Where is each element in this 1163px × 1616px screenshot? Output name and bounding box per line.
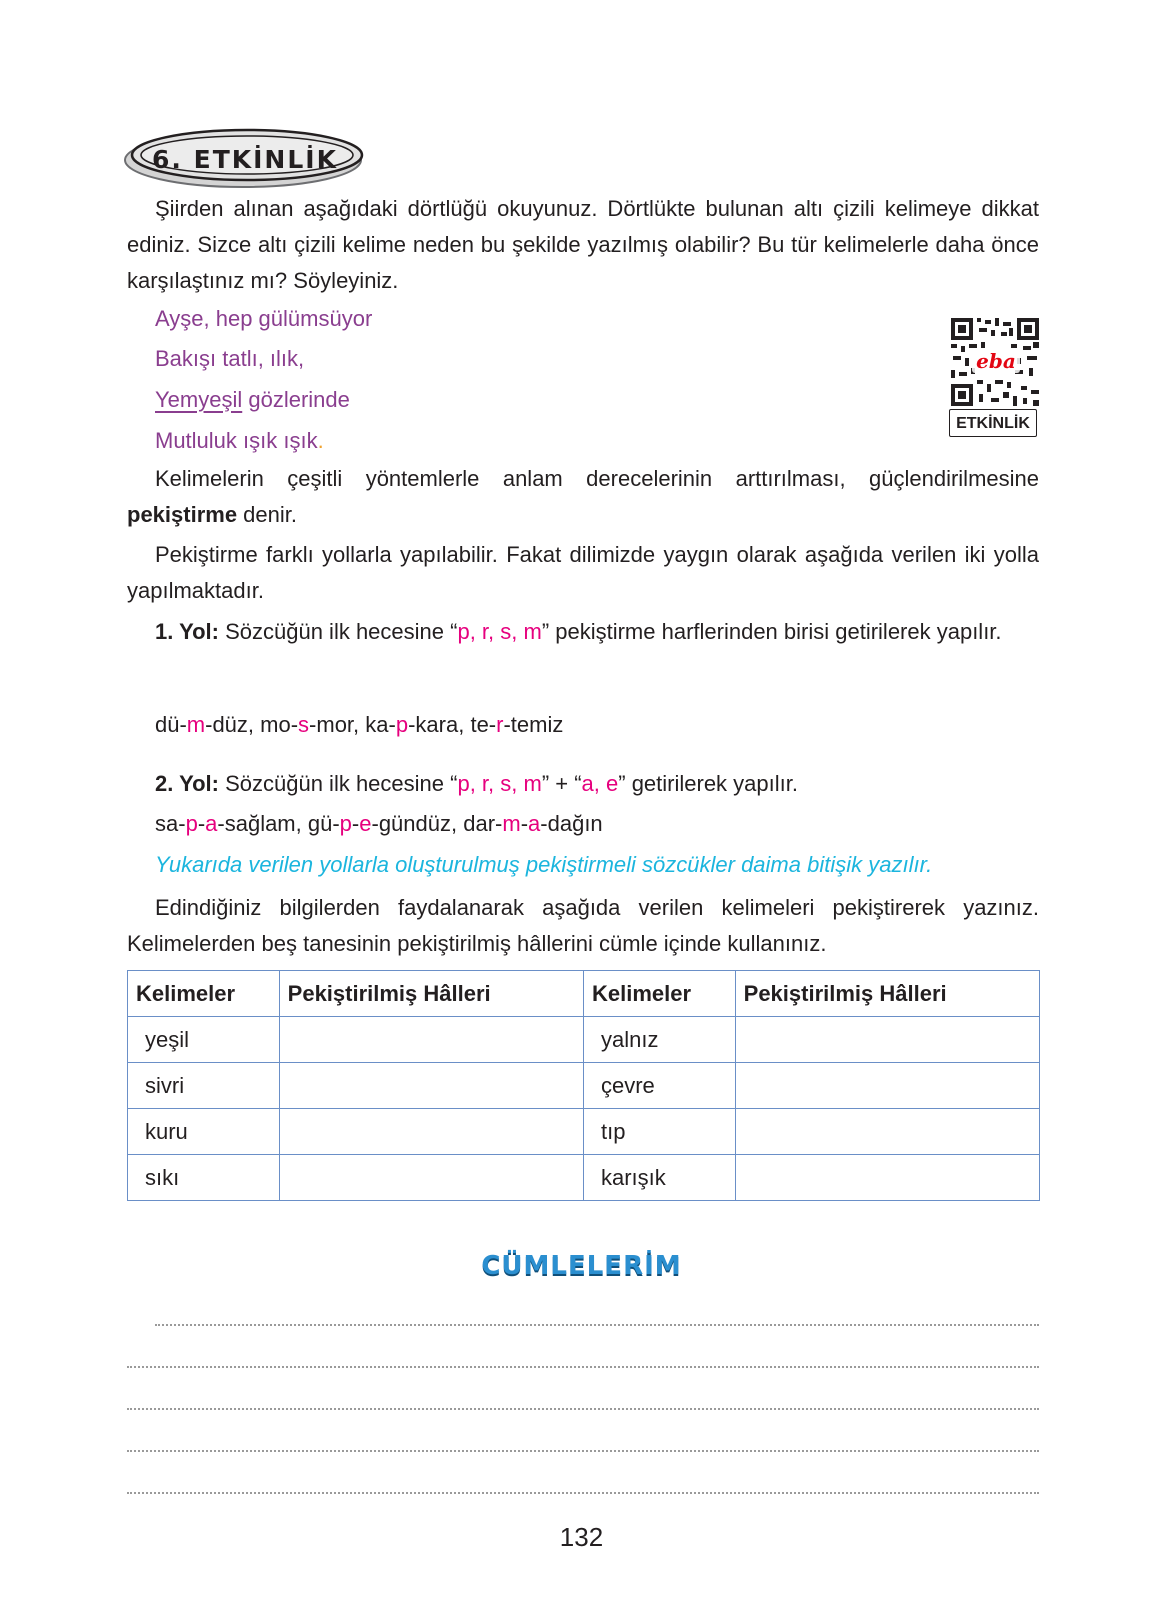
way-2-title: 2. Yol: — [155, 771, 219, 796]
definition-paragraph — [127, 461, 1039, 533]
word-cell: karışık — [583, 1155, 735, 1201]
example-word: mo-s-mor — [260, 712, 354, 737]
ways-intro-paragraph: Pekiştirme farklı yollarla yapılabilir. Fakat dilimizde yaygın olarak aşağıda verilen iki yolla yapılmaktadır. — [127, 542, 1039, 603]
way-2-vowels: a, e — [581, 771, 619, 796]
poem-line-4-text: Mutluluk ışık ışık — [155, 428, 318, 453]
way-2-text-a: Sözcüğün ilk hecesine “ — [218, 771, 458, 796]
word-cell: yalnız — [583, 1017, 735, 1063]
example-word: te-r-temiz — [470, 712, 564, 737]
way-1-examples: dü-m-düz, mo-s-mor, ka-p-kara, te-r-temiz — [155, 712, 564, 737]
definition-end: denir. — [237, 502, 297, 527]
way-1-paragraph — [127, 614, 1039, 650]
table-row — [128, 1155, 1040, 1201]
qr-label: ETKİNLİK — [949, 409, 1037, 437]
example-word: gü-p-e-gündüz — [307, 811, 452, 836]
way-2-text-b: ” + “ — [541, 771, 582, 796]
way-1-text-a: Sözcüğün ilk hecesine “ — [218, 619, 458, 644]
writing-line-5[interactable] — [127, 1492, 1039, 1494]
table-row — [128, 1063, 1040, 1109]
answer-cell[interactable] — [735, 1063, 1039, 1109]
task-paragraph: Edindiğiniz bilgilerden faydalanarak aşağıda verilen kelimeleri pekiştirerek yazınız. Kelimelerden beş tanesinin pekiştirilmiş hâllerini cümle içinde kullanınız. — [127, 895, 1039, 956]
activity-badge — [122, 127, 368, 189]
answer-cell[interactable] — [279, 1155, 583, 1201]
poem-line-3-rest: gözlerinde — [242, 387, 350, 412]
writing-line-3[interactable] — [127, 1408, 1039, 1410]
way-2-examples: sa-p-a-sağlam, gü-p-e-gündüz, dar-m-a-dağın — [155, 811, 603, 836]
example-word: dü-m-düz — [155, 712, 248, 737]
way-1-title: 1. Yol: — [155, 619, 219, 644]
answer-cell[interactable] — [279, 1063, 583, 1109]
header-words-1: Kelimeler — [128, 971, 280, 1017]
word-cell: tıp — [583, 1109, 735, 1155]
writing-line-1[interactable] — [155, 1324, 1039, 1326]
word-cell: çevre — [583, 1063, 735, 1109]
example-word: sa-p-a-sağlam — [155, 811, 296, 836]
definition-term: pekiştirme — [127, 502, 238, 527]
answer-cell[interactable] — [279, 1017, 583, 1063]
eba-logo: eba — [972, 349, 1020, 373]
word-cell: yeşil — [128, 1017, 280, 1063]
word-cell: sıkı — [128, 1155, 280, 1201]
example-word: dar-m-a-dağın — [463, 811, 603, 836]
answer-cell[interactable] — [735, 1109, 1039, 1155]
way-2-paragraph — [155, 771, 798, 797]
word-cell: kuru — [128, 1109, 280, 1155]
words-table — [127, 970, 1040, 1201]
definition-text: Kelimelerin çeşitli yöntemlerle anlam derecelerinin arttırılması, güçlendirilmesine — [155, 466, 1039, 491]
activity-title: 6. ETKİNLİK — [152, 144, 338, 174]
table-row — [128, 1109, 1040, 1155]
answer-cell[interactable] — [735, 1155, 1039, 1201]
spelling-rule: Yukarıda verilen yollarla oluşturulmuş pekiştirmeli sözcükler daima bitişik yazılır. — [155, 852, 933, 877]
way-1-letters: p, r, s, m — [457, 619, 542, 644]
page-number: 132 — [559, 1522, 604, 1552]
answer-cell[interactable] — [279, 1109, 583, 1155]
word-cell: sivri — [128, 1063, 280, 1109]
sentences-title: CÜMLELERİM — [481, 1251, 682, 1281]
intro-paragraph: Şiirden alınan aşağıdaki dörtlüğü okuyunuz. Dörtlükte bulunan altı çizili kelimeye dikkat ediniz. Sizce altı çizili kelime neden bu şekilde yazılmış olabilir? Bu tür kelimelerle daha önce karşılaştınız mı? Söyleyiniz. — [127, 196, 1039, 293]
poem-line-4 — [155, 428, 324, 454]
header-reinforced-2: Pekiştirilmiş Hâlleri — [735, 971, 1039, 1017]
table-header-row — [128, 971, 1040, 1017]
poem-line-1: Ayşe, hep gülümsüyor — [155, 306, 373, 331]
poem-line-4-period: . — [317, 428, 324, 453]
underlined-word: Yemyeşil — [155, 387, 243, 412]
writing-line-4[interactable] — [127, 1450, 1039, 1452]
answer-cell[interactable] — [735, 1017, 1039, 1063]
header-reinforced-1: Pekiştirilmiş Hâlleri — [279, 971, 583, 1017]
poem-line-3 — [155, 387, 350, 413]
example-word: ka-p-kara — [365, 712, 459, 737]
writing-line-2[interactable] — [127, 1366, 1039, 1368]
way-2-text-c: ” getirilerek yapılır. — [618, 771, 798, 796]
poem-line-2: Bakışı tatlı, ılık, — [155, 346, 305, 371]
table-row — [128, 1017, 1040, 1063]
header-words-2: Kelimeler — [583, 971, 735, 1017]
way-1-text-b: ” pekiştirme harflerinden birisi getirilerek yapılır. — [541, 619, 1002, 644]
way-2-letters: p, r, s, m — [457, 771, 542, 796]
